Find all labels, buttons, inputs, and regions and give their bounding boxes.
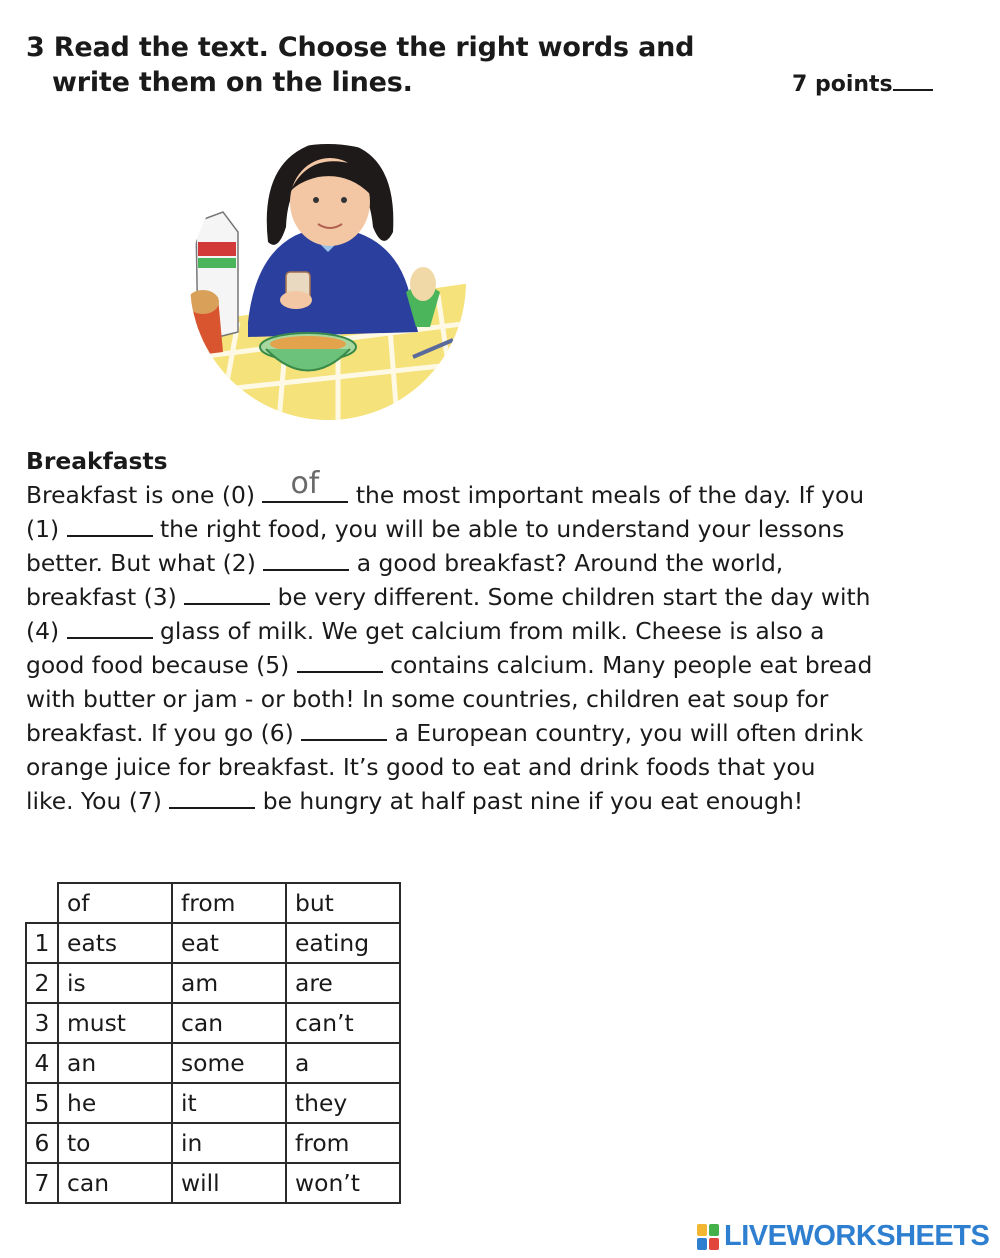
answer-gap-2[interactable] — [263, 547, 349, 571]
word-options-table — [25, 882, 401, 1204]
passage-text: glass of milk. We get calcium from milk. Cheese is also a — [152, 617, 825, 645]
passage-text: (4) — [26, 617, 67, 645]
passage-line — [26, 546, 976, 580]
points-text: 7 points — [792, 72, 893, 97]
answer-gap-1[interactable] — [67, 513, 153, 537]
table-row — [26, 963, 400, 1003]
passage-text: Breakfast is one (0) — [26, 481, 263, 509]
answer-gap-7[interactable] — [169, 785, 255, 809]
passage-line — [26, 466, 976, 512]
option-cell: but — [286, 883, 400, 923]
option-cell: can — [58, 1163, 172, 1203]
logo-text: LIVEWORKSHEETS — [724, 1220, 990, 1252]
option-cell: won’t — [286, 1163, 400, 1203]
passage-text: a European country, you will often drink — [387, 719, 864, 747]
option-cell: they — [286, 1083, 400, 1123]
passage-text: contains calcium. Many people eat bread — [382, 651, 873, 679]
row-number — [26, 883, 58, 923]
option-cell: some — [172, 1043, 286, 1083]
row-number: 4 — [26, 1043, 58, 1083]
passage-text: a good breakfast? Around the world, — [349, 549, 784, 577]
table-row — [26, 1083, 400, 1123]
table-row — [26, 1163, 400, 1203]
option-cell: he — [58, 1083, 172, 1123]
passage-text: (1) — [26, 515, 67, 543]
girl-eating-breakfast-illustration — [178, 132, 478, 422]
passage-text: like. You (7) — [26, 787, 170, 815]
row-number: 5 — [26, 1083, 58, 1123]
option-cell: is — [58, 963, 172, 1003]
passage-line — [26, 614, 976, 648]
passage-text: the right food, you will be able to understand your lessons — [152, 515, 845, 543]
points-label — [792, 69, 933, 97]
answer-gap-6[interactable] — [301, 717, 387, 741]
table-row — [26, 1043, 400, 1083]
exercise-heading — [26, 30, 694, 100]
passage-text: good food because (5) — [26, 651, 297, 679]
passage-line — [26, 682, 976, 716]
table-row — [26, 883, 400, 923]
option-cell: will — [172, 1163, 286, 1203]
option-cell: are — [286, 963, 400, 1003]
option-cell: it — [172, 1083, 286, 1123]
liveworksheets-logo-icon — [697, 1223, 721, 1251]
option-cell: a — [286, 1043, 400, 1083]
liveworksheets-logo — [697, 1220, 989, 1253]
passage-line — [26, 648, 976, 682]
passage-line — [26, 784, 976, 818]
option-cell: from — [286, 1123, 400, 1163]
passage-text: be hungry at half past nine if you eat enough! — [255, 787, 804, 815]
answer-gap-3[interactable] — [184, 581, 270, 605]
passage-text: breakfast (3) — [26, 583, 185, 611]
table-row — [26, 923, 400, 963]
option-cell: can — [172, 1003, 286, 1043]
row-number: 2 — [26, 963, 58, 1003]
option-cell: eating — [286, 923, 400, 963]
passage-line — [26, 580, 976, 614]
points-blank — [893, 69, 933, 91]
option-cell: must — [58, 1003, 172, 1043]
row-number: 6 — [26, 1123, 58, 1163]
option-cell: can’t — [286, 1003, 400, 1043]
passage-title: Breakfasts — [26, 447, 168, 475]
passage-text: with butter or jam - or both! In some countries, children eat soup for — [26, 685, 829, 713]
passage-text: breakfast. If you go (6) — [26, 719, 302, 747]
table-row — [26, 1003, 400, 1043]
passage-line — [26, 716, 976, 750]
option-cell: in — [172, 1123, 286, 1163]
row-number: 7 — [26, 1163, 58, 1203]
answer-gap-4[interactable] — [67, 615, 153, 639]
option-cell: eats — [58, 923, 172, 963]
option-cell: am — [172, 963, 286, 1003]
passage-text: be very different. Some children start the day with — [270, 583, 871, 611]
passage-line — [26, 512, 976, 546]
heading-line-2: write them on the lines. — [52, 67, 413, 98]
option-cell: to — [58, 1123, 172, 1163]
option-cell: from — [172, 883, 286, 923]
option-cell: eat — [172, 923, 286, 963]
table-row — [26, 1123, 400, 1163]
row-number: 3 — [26, 1003, 58, 1043]
row-number: 1 — [26, 923, 58, 963]
answer-gap-5[interactable] — [297, 649, 383, 673]
passage-text: better. But what (2) — [26, 549, 264, 577]
option-cell: of — [58, 883, 172, 923]
passage-text: orange juice for breakfast. It’s good to eat and drink foods that you — [26, 753, 816, 781]
option-cell: an — [58, 1043, 172, 1083]
breakfasts-passage — [26, 444, 976, 818]
passage-line — [26, 750, 976, 784]
example-answer: of — [290, 466, 320, 501]
passage-text: the most important meals of the day. If you — [348, 481, 865, 509]
heading-line-1: 3 Read the text. Choose the right words and — [26, 32, 695, 63]
answer-gap-0 — [262, 466, 348, 503]
